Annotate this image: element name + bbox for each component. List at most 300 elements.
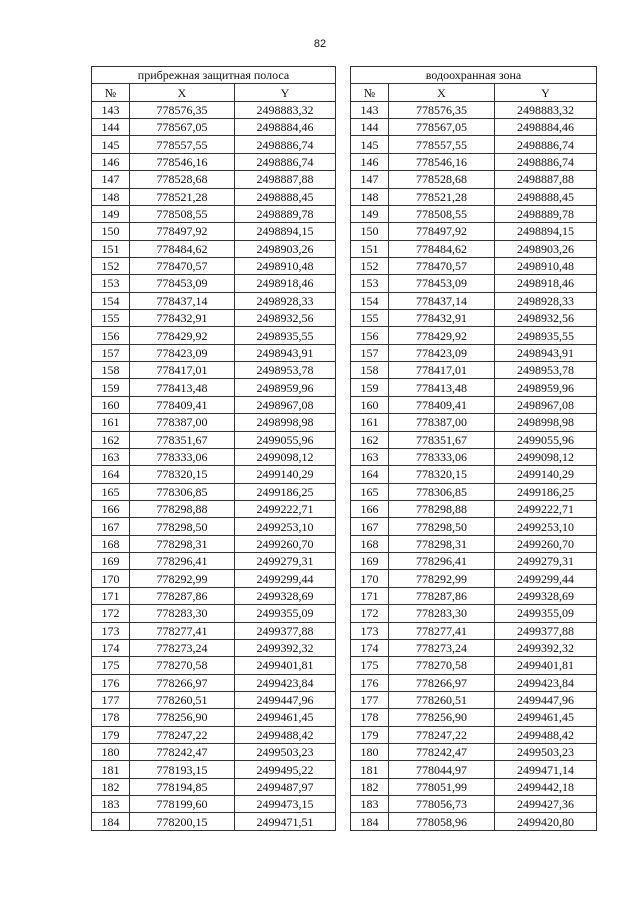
table-row xyxy=(351,448,597,465)
cell-x: 778200,15 xyxy=(130,813,235,830)
cell-x: 778298,31 xyxy=(130,535,235,552)
cell-y: 2499098,12 xyxy=(235,448,336,465)
cell-x: 778298,88 xyxy=(389,500,495,517)
cell-x: 778546,16 xyxy=(130,153,235,170)
cell-y: 2499461,45 xyxy=(495,709,597,726)
cell-number: 160 xyxy=(351,396,389,413)
cell-number: 176 xyxy=(92,674,130,691)
table-row xyxy=(351,761,597,778)
cell-x: 778409,41 xyxy=(389,396,495,413)
cell-y: 2499253,10 xyxy=(495,518,597,535)
cell-y: 2498888,45 xyxy=(235,188,336,205)
cell-y: 2499355,09 xyxy=(235,605,336,622)
table-row xyxy=(92,275,336,292)
cell-y: 2498887,88 xyxy=(235,171,336,188)
cell-x: 778423,09 xyxy=(130,344,235,361)
cell-number: 171 xyxy=(351,587,389,604)
cell-y: 2499420,80 xyxy=(495,813,597,830)
cell-y: 2499299,44 xyxy=(495,570,597,587)
table-row xyxy=(92,813,336,830)
cell-y: 2499279,31 xyxy=(495,553,597,570)
cell-x: 778521,28 xyxy=(130,188,235,205)
table-row xyxy=(92,657,336,674)
cell-number: 158 xyxy=(351,362,389,379)
cell-y: 2499260,70 xyxy=(495,535,597,552)
cell-y: 2498932,56 xyxy=(495,310,597,327)
cell-y: 2499487,97 xyxy=(235,778,336,795)
table-row xyxy=(351,223,597,240)
cell-x: 778484,62 xyxy=(389,240,495,257)
cell-number: 149 xyxy=(351,205,389,222)
cell-y: 2499055,96 xyxy=(235,431,336,448)
table-row xyxy=(351,205,597,222)
cell-number: 153 xyxy=(351,275,389,292)
cell-number: 157 xyxy=(92,344,130,361)
cell-number: 170 xyxy=(92,570,130,587)
cell-y: 2499186,25 xyxy=(495,483,597,500)
cell-y: 2498887,88 xyxy=(495,171,597,188)
cell-number: 146 xyxy=(351,153,389,170)
cell-number: 168 xyxy=(351,535,389,552)
column-header-y: Y xyxy=(235,84,336,101)
cell-number: 178 xyxy=(351,709,389,726)
table-row xyxy=(92,101,336,118)
cell-y: 2498935,55 xyxy=(235,327,336,344)
cell-x: 778270,58 xyxy=(130,657,235,674)
cell-number: 166 xyxy=(92,500,130,517)
cell-number: 173 xyxy=(92,622,130,639)
cell-number: 149 xyxy=(92,205,130,222)
cell-x: 778432,91 xyxy=(130,310,235,327)
table-row xyxy=(351,796,597,813)
cell-y: 2498959,96 xyxy=(495,379,597,396)
cell-x: 778387,00 xyxy=(389,414,495,431)
cell-number: 148 xyxy=(351,188,389,205)
cell-x: 778429,92 xyxy=(130,327,235,344)
table-row xyxy=(351,709,597,726)
cell-number: 175 xyxy=(351,657,389,674)
coastal-strip-title: прибрежная защитная полоса xyxy=(92,67,336,84)
cell-y: 2499488,42 xyxy=(495,726,597,743)
table-row xyxy=(351,292,597,309)
cell-x: 778508,55 xyxy=(130,205,235,222)
table-row xyxy=(351,327,597,344)
cell-x: 778273,24 xyxy=(389,639,495,656)
cell-number: 183 xyxy=(92,796,130,813)
cell-x: 778576,35 xyxy=(130,101,235,118)
table-row xyxy=(92,535,336,552)
cell-x: 778051,99 xyxy=(389,778,495,795)
table-row xyxy=(351,153,597,170)
cell-x: 778429,92 xyxy=(389,327,495,344)
cell-y: 2498886,74 xyxy=(235,153,336,170)
cell-y: 2498903,26 xyxy=(235,240,336,257)
cell-y: 2499471,51 xyxy=(235,813,336,830)
table-row xyxy=(92,674,336,691)
water-protection-zone-table-body xyxy=(351,101,597,830)
table-row xyxy=(92,153,336,170)
cell-x: 778351,67 xyxy=(130,431,235,448)
cell-x: 778256,90 xyxy=(130,709,235,726)
cell-y: 2499253,10 xyxy=(235,518,336,535)
cell-x: 778292,99 xyxy=(389,570,495,587)
cell-y: 2499279,31 xyxy=(235,553,336,570)
table-row xyxy=(92,379,336,396)
table-row xyxy=(351,518,597,535)
cell-x: 778497,92 xyxy=(389,223,495,240)
cell-y: 2498935,55 xyxy=(495,327,597,344)
cell-x: 778283,30 xyxy=(389,605,495,622)
cell-x: 778296,41 xyxy=(130,553,235,570)
cell-x: 778266,97 xyxy=(130,674,235,691)
cell-number: 163 xyxy=(92,448,130,465)
cell-x: 778576,35 xyxy=(389,101,495,118)
cell-number: 164 xyxy=(92,466,130,483)
cell-number: 156 xyxy=(351,327,389,344)
cell-x: 778270,58 xyxy=(389,657,495,674)
table-row xyxy=(92,761,336,778)
cell-y: 2499392,32 xyxy=(235,639,336,656)
cell-x: 778432,91 xyxy=(389,310,495,327)
table-row xyxy=(351,500,597,517)
table-group-header-row xyxy=(351,67,597,84)
cell-y: 2498903,26 xyxy=(495,240,597,257)
cell-number: 154 xyxy=(351,292,389,309)
cell-number: 162 xyxy=(351,431,389,448)
cell-x: 778453,09 xyxy=(130,275,235,292)
column-header-x: X xyxy=(389,84,495,101)
cell-number: 180 xyxy=(92,744,130,761)
table-row xyxy=(351,639,597,656)
table-row xyxy=(92,622,336,639)
cell-number: 178 xyxy=(92,709,130,726)
cell-x: 778296,41 xyxy=(389,553,495,570)
table-row xyxy=(351,414,597,431)
table-row xyxy=(351,726,597,743)
cell-number: 182 xyxy=(351,778,389,795)
table-row xyxy=(92,553,336,570)
table-row xyxy=(351,240,597,257)
cell-y: 2498943,91 xyxy=(235,344,336,361)
table-row xyxy=(92,396,336,413)
cell-x: 778306,85 xyxy=(130,483,235,500)
table-row xyxy=(92,778,336,795)
cell-x: 778484,62 xyxy=(130,240,235,257)
cell-number: 175 xyxy=(92,657,130,674)
cell-number: 159 xyxy=(351,379,389,396)
cell-y: 2499328,69 xyxy=(235,587,336,604)
cell-y: 2499355,09 xyxy=(495,605,597,622)
cell-x: 778423,09 xyxy=(389,344,495,361)
cell-y: 2499473,15 xyxy=(235,796,336,813)
cell-x: 778277,41 xyxy=(130,622,235,639)
cell-x: 778194,85 xyxy=(130,778,235,795)
cell-x: 778260,51 xyxy=(389,691,495,708)
table-row xyxy=(351,119,597,136)
table-row xyxy=(351,379,597,396)
table-row xyxy=(351,483,597,500)
cell-y: 2498888,45 xyxy=(495,188,597,205)
cell-number: 153 xyxy=(92,275,130,292)
cell-y: 2498883,32 xyxy=(235,101,336,118)
cell-x: 778298,50 xyxy=(389,518,495,535)
cell-x: 778273,24 xyxy=(130,639,235,656)
table-row xyxy=(92,119,336,136)
cell-x: 778247,22 xyxy=(389,726,495,743)
cell-y: 2499098,12 xyxy=(495,448,597,465)
cell-x: 778333,06 xyxy=(130,448,235,465)
column-header-y: Y xyxy=(495,84,597,101)
cell-y: 2499423,84 xyxy=(495,674,597,691)
cell-y: 2498998,98 xyxy=(495,414,597,431)
cell-number: 184 xyxy=(92,813,130,830)
cell-y: 2498928,33 xyxy=(235,292,336,309)
cell-number: 165 xyxy=(351,483,389,500)
cell-number: 147 xyxy=(92,171,130,188)
cell-y: 2498910,48 xyxy=(235,257,336,274)
cell-x: 778497,92 xyxy=(130,223,235,240)
table-row xyxy=(92,240,336,257)
cell-x: 778287,86 xyxy=(130,587,235,604)
cell-y: 2499461,45 xyxy=(235,709,336,726)
cell-y: 2499222,71 xyxy=(495,500,597,517)
cell-number: 181 xyxy=(351,761,389,778)
cell-x: 778409,41 xyxy=(130,396,235,413)
cell-x: 778387,00 xyxy=(130,414,235,431)
table-row xyxy=(92,448,336,465)
cell-number: 152 xyxy=(351,257,389,274)
cell-y: 2499377,88 xyxy=(495,622,597,639)
table-row xyxy=(351,553,597,570)
table-row xyxy=(92,466,336,483)
cell-y: 2498889,78 xyxy=(495,205,597,222)
cell-y: 2499503,23 xyxy=(235,744,336,761)
column-header-number: № xyxy=(351,84,389,101)
table-row xyxy=(351,813,597,830)
cell-number: 145 xyxy=(92,136,130,153)
cell-y: 2499503,23 xyxy=(495,744,597,761)
cell-number: 152 xyxy=(92,257,130,274)
cell-y: 2498889,78 xyxy=(235,205,336,222)
cell-number: 157 xyxy=(351,344,389,361)
cell-y: 2499447,96 xyxy=(495,691,597,708)
table-row xyxy=(92,518,336,535)
cell-y: 2499401,81 xyxy=(235,657,336,674)
cell-y: 2498894,15 xyxy=(495,223,597,240)
cell-y: 2499260,70 xyxy=(235,535,336,552)
cell-number: 182 xyxy=(92,778,130,795)
table-header-row xyxy=(92,84,336,101)
table-row xyxy=(92,188,336,205)
table-row xyxy=(351,466,597,483)
cell-y: 2498918,46 xyxy=(235,275,336,292)
cell-number: 183 xyxy=(351,796,389,813)
cell-number: 146 xyxy=(92,153,130,170)
cell-y: 2498928,33 xyxy=(495,292,597,309)
cell-x: 778413,48 xyxy=(130,379,235,396)
cell-number: 181 xyxy=(92,761,130,778)
cell-number: 180 xyxy=(351,744,389,761)
cell-y: 2499423,84 xyxy=(235,674,336,691)
cell-number: 174 xyxy=(351,639,389,656)
cell-x: 778058,96 xyxy=(389,813,495,830)
table-row xyxy=(351,622,597,639)
cell-number: 172 xyxy=(92,605,130,622)
cell-number: 170 xyxy=(351,570,389,587)
coastal-protective-strip-table xyxy=(91,66,336,831)
table-row xyxy=(351,431,597,448)
cell-number: 150 xyxy=(92,223,130,240)
cell-x: 778044,97 xyxy=(389,761,495,778)
cell-y: 2499392,32 xyxy=(495,639,597,656)
cell-y: 2499447,96 xyxy=(235,691,336,708)
cell-number: 155 xyxy=(351,310,389,327)
cell-number: 165 xyxy=(92,483,130,500)
cell-x: 778320,15 xyxy=(130,466,235,483)
coastal-strip-table-container xyxy=(91,66,335,831)
cell-x: 778242,47 xyxy=(389,744,495,761)
table-row xyxy=(351,101,597,118)
cell-number: 143 xyxy=(92,101,130,118)
table-row xyxy=(92,431,336,448)
cell-number: 177 xyxy=(351,691,389,708)
cell-number: 177 xyxy=(92,691,130,708)
cell-y: 2498918,46 xyxy=(495,275,597,292)
table-row xyxy=(92,171,336,188)
table-header-row xyxy=(351,84,597,101)
cell-x: 778351,67 xyxy=(389,431,495,448)
table-row xyxy=(92,726,336,743)
water-protection-zone-table-container xyxy=(350,66,596,831)
cell-number: 151 xyxy=(92,240,130,257)
cell-x: 778199,60 xyxy=(130,796,235,813)
cell-x: 778557,55 xyxy=(389,136,495,153)
cell-number: 172 xyxy=(351,605,389,622)
table-row xyxy=(351,674,597,691)
table-row xyxy=(92,691,336,708)
cell-x: 778508,55 xyxy=(389,205,495,222)
cell-number: 154 xyxy=(92,292,130,309)
cell-y: 2498998,98 xyxy=(235,414,336,431)
table-row xyxy=(351,171,597,188)
table-row xyxy=(92,587,336,604)
cell-number: 179 xyxy=(351,726,389,743)
column-header-number: № xyxy=(92,84,130,101)
cell-x: 778266,97 xyxy=(389,674,495,691)
cell-number: 166 xyxy=(351,500,389,517)
cell-number: 143 xyxy=(351,101,389,118)
cell-x: 778292,99 xyxy=(130,570,235,587)
cell-y: 2498883,32 xyxy=(495,101,597,118)
cell-x: 778298,88 xyxy=(130,500,235,517)
cell-x: 778557,55 xyxy=(130,136,235,153)
table-row xyxy=(92,292,336,309)
table-row xyxy=(92,414,336,431)
cell-x: 778528,68 xyxy=(130,171,235,188)
cell-number: 147 xyxy=(351,171,389,188)
cell-y: 2499495,22 xyxy=(235,761,336,778)
cell-x: 778277,41 xyxy=(389,622,495,639)
table-row xyxy=(351,535,597,552)
cell-y: 2498953,78 xyxy=(235,362,336,379)
cell-y: 2499222,71 xyxy=(235,500,336,517)
cell-y: 2498894,15 xyxy=(235,223,336,240)
table-row xyxy=(92,483,336,500)
cell-y: 2498886,74 xyxy=(235,136,336,153)
table-row xyxy=(351,587,597,604)
cell-number: 151 xyxy=(351,240,389,257)
table-row xyxy=(92,796,336,813)
table-row xyxy=(92,605,336,622)
cell-number: 159 xyxy=(92,379,130,396)
cell-number: 158 xyxy=(92,362,130,379)
cell-x: 778546,16 xyxy=(389,153,495,170)
cell-x: 778298,31 xyxy=(389,535,495,552)
cell-x: 778453,09 xyxy=(389,275,495,292)
cell-number: 162 xyxy=(92,431,130,448)
cell-y: 2499140,29 xyxy=(495,466,597,483)
table-row xyxy=(92,136,336,153)
table-row xyxy=(351,188,597,205)
water-protection-zone-table xyxy=(350,66,597,831)
table-row xyxy=(351,310,597,327)
column-header-x: X xyxy=(130,84,235,101)
table-row xyxy=(92,223,336,240)
table-row xyxy=(92,744,336,761)
table-row xyxy=(92,310,336,327)
cell-y: 2498959,96 xyxy=(235,379,336,396)
table-row xyxy=(351,691,597,708)
water-protection-zone-title: водоохранная зона xyxy=(351,67,597,84)
cell-number: 169 xyxy=(351,553,389,570)
table-row xyxy=(351,778,597,795)
table-row xyxy=(92,327,336,344)
cell-y: 2498884,46 xyxy=(235,119,336,136)
cell-number: 167 xyxy=(92,518,130,535)
cell-x: 778306,85 xyxy=(389,483,495,500)
cell-x: 778470,57 xyxy=(130,257,235,274)
cell-number: 169 xyxy=(92,553,130,570)
cell-number: 150 xyxy=(351,223,389,240)
cell-number: 145 xyxy=(351,136,389,153)
table-row xyxy=(92,639,336,656)
cell-number: 144 xyxy=(92,119,130,136)
cell-number: 174 xyxy=(92,639,130,656)
cell-y: 2499377,88 xyxy=(235,622,336,639)
cell-x: 778283,30 xyxy=(130,605,235,622)
cell-x: 778056,73 xyxy=(389,796,495,813)
cell-x: 778521,28 xyxy=(389,188,495,205)
cell-number: 155 xyxy=(92,310,130,327)
cell-x: 778528,68 xyxy=(389,171,495,188)
cell-x: 778320,15 xyxy=(389,466,495,483)
cell-x: 778413,48 xyxy=(389,379,495,396)
cell-y: 2499488,42 xyxy=(235,726,336,743)
table-row xyxy=(92,205,336,222)
cell-number: 171 xyxy=(92,587,130,604)
table-group-header-row xyxy=(92,67,336,84)
cell-number: 161 xyxy=(351,414,389,431)
cell-x: 778242,47 xyxy=(130,744,235,761)
cell-x: 778247,22 xyxy=(130,726,235,743)
cell-y: 2499140,29 xyxy=(235,466,336,483)
cell-y: 2499186,25 xyxy=(235,483,336,500)
cell-number: 168 xyxy=(92,535,130,552)
cell-number: 179 xyxy=(92,726,130,743)
cell-x: 778437,14 xyxy=(389,292,495,309)
cell-y: 2498932,56 xyxy=(235,310,336,327)
cell-y: 2498967,08 xyxy=(235,396,336,413)
